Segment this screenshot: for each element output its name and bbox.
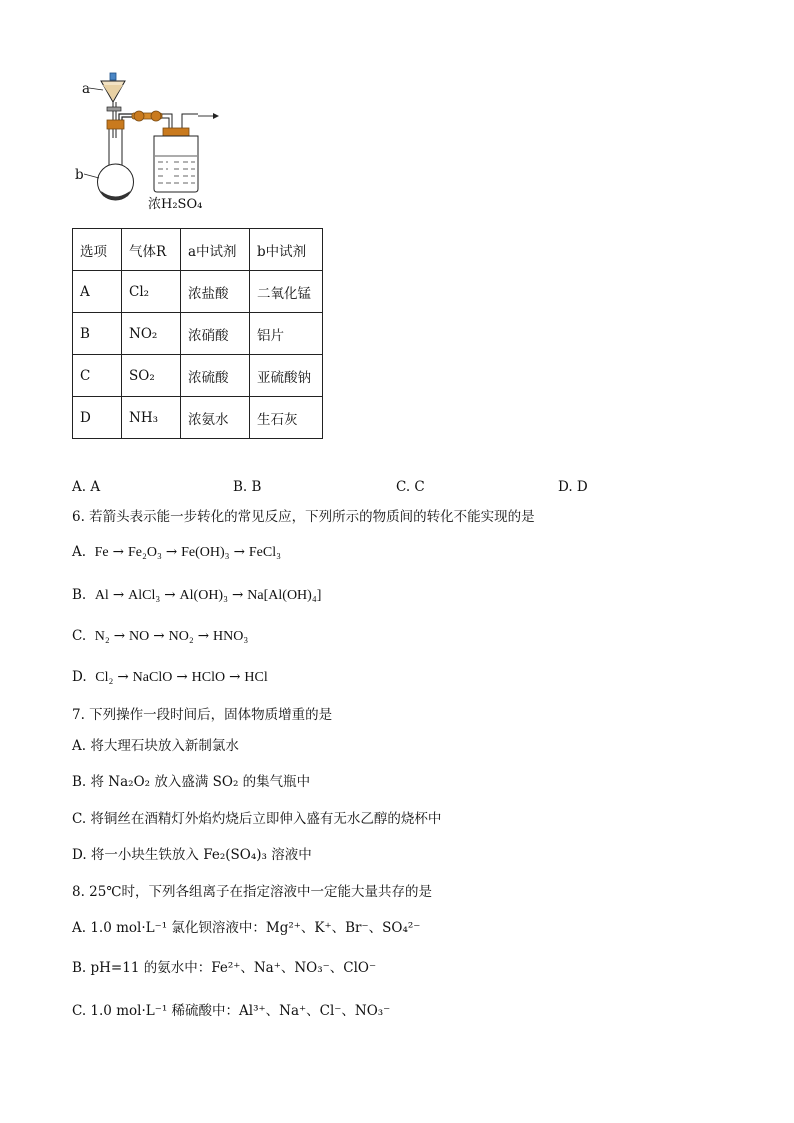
q7-option-d[interactable]: D. 将一小块生铁放入 Fe₂(SO₄)₃ 溶液中 — [72, 847, 312, 863]
chain-item: Al — [94, 588, 109, 603]
chain-item: Al(OH)₃ — [179, 588, 228, 603]
q5-choice-b[interactable]: B. B — [233, 479, 262, 495]
table-row — [73, 397, 323, 439]
table-row — [73, 313, 323, 355]
q7-stem: 7. 下列操作一段时间后，固体物质增重的是 — [72, 707, 333, 723]
cell-a: 浓硝酸 — [181, 313, 250, 355]
chain-item: HNO₃ — [213, 629, 249, 644]
cell-gas: SO₂ — [122, 355, 181, 397]
cell-b: 铝片 — [250, 313, 323, 355]
chain-item: FeCl₃ — [248, 545, 281, 560]
chain-item: N₂ — [94, 629, 110, 644]
header-cell: b中试剂 — [250, 229, 323, 271]
q7-option-a[interactable]: A. 将大理石块放入新制氯水 — [72, 738, 239, 754]
chain-item: Fe₂O₃ — [127, 545, 162, 560]
chain-item: Fe(OH)₃ — [181, 545, 230, 560]
cell-a: 浓硫酸 — [181, 355, 250, 397]
table-row — [73, 271, 323, 313]
options-table — [72, 228, 323, 439]
q6-stem: 6. 若箭头表示能一步转化的常见反应，下列所示的物质间的转化不能实现的是 — [72, 509, 535, 525]
q8-option-c[interactable]: C. 1.0 mol·L⁻¹ 稀硫酸中：Al³⁺、Na⁺、Cl⁻、NO₃⁻ — [72, 1003, 391, 1019]
cell-a: 浓盐酸 — [181, 271, 250, 313]
q8-option-a[interactable]: A. 1.0 mol·L⁻¹ 氯化钡溶液中：Mg²⁺、K⁺、Br⁻、SO₄²⁻ — [72, 920, 421, 936]
header-cell: 选项 — [73, 229, 122, 271]
cell-gas: Cl₂ — [122, 271, 181, 313]
chain-item: NO₂ — [168, 629, 194, 644]
header-cell: 气体R — [122, 229, 181, 271]
q6-option-a[interactable]: A. Fe → Fe₂O₃ → Fe(OH)₃ → FeCl₃ — [72, 544, 281, 560]
cell-b: 二氧化锰 — [250, 271, 323, 313]
cell-b: 生石灰 — [250, 397, 323, 439]
cell-a: 浓氨水 — [181, 397, 250, 439]
q6-option-d[interactable]: D. Cl₂ → NaClO → HClO → HCl — [72, 669, 268, 685]
table-row — [73, 355, 323, 397]
chain-item: NO — [129, 629, 150, 644]
chain-item: NaClO — [132, 670, 173, 685]
cell-gas: NH₃ — [122, 397, 181, 439]
cell-b: 亚硫酸钠 — [250, 355, 323, 397]
chain-item: Fe — [94, 545, 109, 560]
chain-item: Na[Al(OH)₄] — [247, 588, 322, 603]
cell-gas: NO₂ — [122, 313, 181, 355]
chain-item: Cl₂ — [95, 670, 114, 685]
q5-choice-d[interactable]: D. D — [558, 479, 588, 495]
q6-option-c[interactable]: C. N₂ → NO → NO₂ → HNO₃ — [72, 628, 249, 644]
q8-option-b[interactable]: B. pH=11 的氨水中：Fe²⁺、Na⁺、NO₃⁻、ClO⁻ — [72, 960, 377, 976]
chain-item: HClO — [191, 670, 226, 685]
q5-choice-c[interactable]: C. C — [396, 479, 425, 495]
q8-stem: 8. 25℃时，下列各组离子在指定溶液中一定能大量共存的是 — [72, 884, 432, 900]
cell-option: C — [73, 355, 122, 397]
cell-option: A — [73, 271, 122, 313]
q7-option-c[interactable]: C. 将铜丝在酒精灯外焰灼烧后立即伸入盛有无水乙醇的烧杯中 — [72, 811, 442, 827]
q6-option-b[interactable]: B. Al → AlCl₃ → Al(OH)₃ → Na[Al(OH)₄] — [72, 587, 322, 603]
q5-choice-a[interactable]: A. A — [72, 479, 101, 495]
header-cell: a中试剂 — [181, 229, 250, 271]
cell-option: D — [73, 397, 122, 439]
table-header-row — [73, 229, 323, 271]
label-a: a — [82, 81, 91, 97]
bottle-caption: 浓H₂SO₄ — [148, 197, 203, 212]
chain-item: AlCl₃ — [128, 588, 161, 603]
chain-item: HCl — [244, 670, 268, 685]
cell-option: B — [73, 313, 122, 355]
apparatus-figure — [70, 70, 230, 215]
q7-option-b[interactable]: B. 将 Na₂O₂ 放入盛满 SO₂ 的集气瓶中 — [72, 774, 311, 790]
label-b: b — [75, 167, 84, 183]
